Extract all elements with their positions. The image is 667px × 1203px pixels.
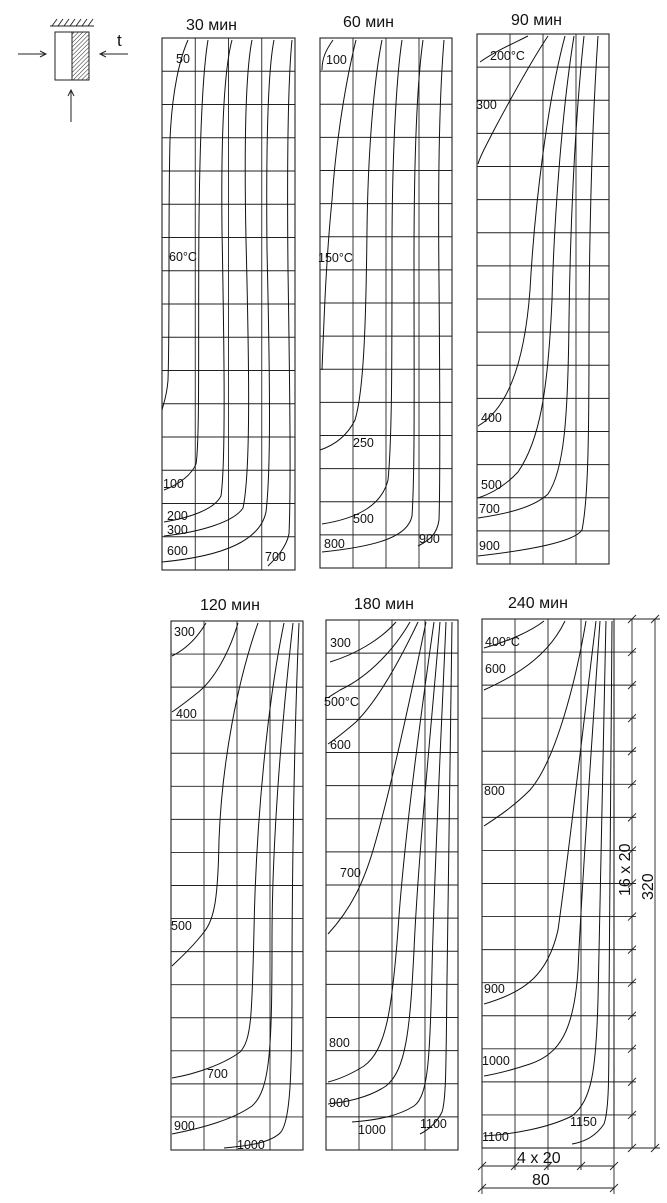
- panel-title: 90 мин: [511, 12, 563, 29]
- isotherm-label: 200°C: [490, 49, 525, 63]
- isotherm-label: 1000: [482, 1054, 510, 1068]
- panel-title: 120 мин: [200, 597, 260, 614]
- isotherm-label: 500: [353, 512, 374, 526]
- isotherm-label: 800: [329, 1036, 350, 1050]
- dimension-height-div: 16 x 20: [617, 843, 634, 896]
- isotherm-label: 500°C: [324, 695, 359, 709]
- isotherm-label: 900: [484, 982, 505, 996]
- isotherm-label: 100: [326, 53, 347, 67]
- isotherm-label: 700: [340, 866, 361, 880]
- isotherm-label: 300: [476, 98, 497, 112]
- t-label: t: [117, 31, 122, 50]
- isotherm-label: 500: [481, 478, 502, 492]
- isotherm-label: 600: [330, 738, 351, 752]
- isotherm-label: 1150: [570, 1115, 597, 1129]
- dimension-lines: [478, 615, 660, 1194]
- isotherm-label: 300: [167, 523, 188, 537]
- dimension-width-total: 80: [532, 1172, 550, 1189]
- isotherm-label: 600: [485, 662, 506, 676]
- isotherm-label: 400: [176, 707, 197, 721]
- isotherm-label: 500: [171, 919, 192, 933]
- panel-title: 30 мин: [186, 17, 238, 34]
- isotherm-label: 300: [174, 625, 195, 639]
- isotherm-label: 600: [167, 544, 188, 558]
- isotherm-label: 800: [484, 784, 505, 798]
- dimension-width-div: 4 x 20: [517, 1150, 561, 1167]
- isotherm-label: 50: [176, 52, 190, 66]
- panel-90-min: [476, 12, 609, 564]
- isotherm-label: 900: [329, 1096, 350, 1110]
- isotherm-label: 900: [174, 1119, 195, 1133]
- panel-180-min: [324, 596, 458, 1150]
- isotherm-label: 800: [324, 537, 345, 551]
- isotherm-label: 300: [330, 636, 351, 650]
- isotherm-label: 700: [265, 550, 286, 564]
- panel-60-min: [318, 14, 452, 568]
- isotherm-label: 200: [167, 509, 188, 523]
- isotherm-label: 1000: [358, 1123, 386, 1137]
- isotherm-label: 150°C: [318, 251, 353, 265]
- isotherm-label: 400: [481, 411, 502, 425]
- panel-240-min: [482, 595, 614, 1148]
- isotherm-label: 700: [479, 502, 500, 516]
- isotherm-label: 250: [353, 436, 374, 450]
- isotherm-label: 100: [163, 477, 184, 491]
- grid: [482, 619, 614, 1148]
- isotherm-label: 400°C: [485, 635, 520, 649]
- isotherm-label: 1000: [237, 1138, 265, 1152]
- isotherm-label: 1100: [420, 1117, 447, 1131]
- panel-title: 240 мин: [508, 595, 568, 612]
- panel-title: 60 мин: [343, 14, 395, 31]
- panel-title: 180 мин: [354, 596, 414, 613]
- isotherm-label: 900: [419, 532, 440, 546]
- isotherm-label: 700: [207, 1067, 228, 1081]
- isotherm-lines: [320, 40, 444, 552]
- dimension-height-total: 320: [640, 873, 657, 900]
- isotherm-label: 900: [479, 539, 500, 553]
- isotherm-label: 1100: [482, 1130, 509, 1144]
- section-sketch: [18, 19, 128, 122]
- panel-30-min: [162, 17, 295, 570]
- panel-120-min: [171, 597, 303, 1152]
- grid: [320, 38, 452, 568]
- isotherm-label: 60°C: [169, 250, 197, 264]
